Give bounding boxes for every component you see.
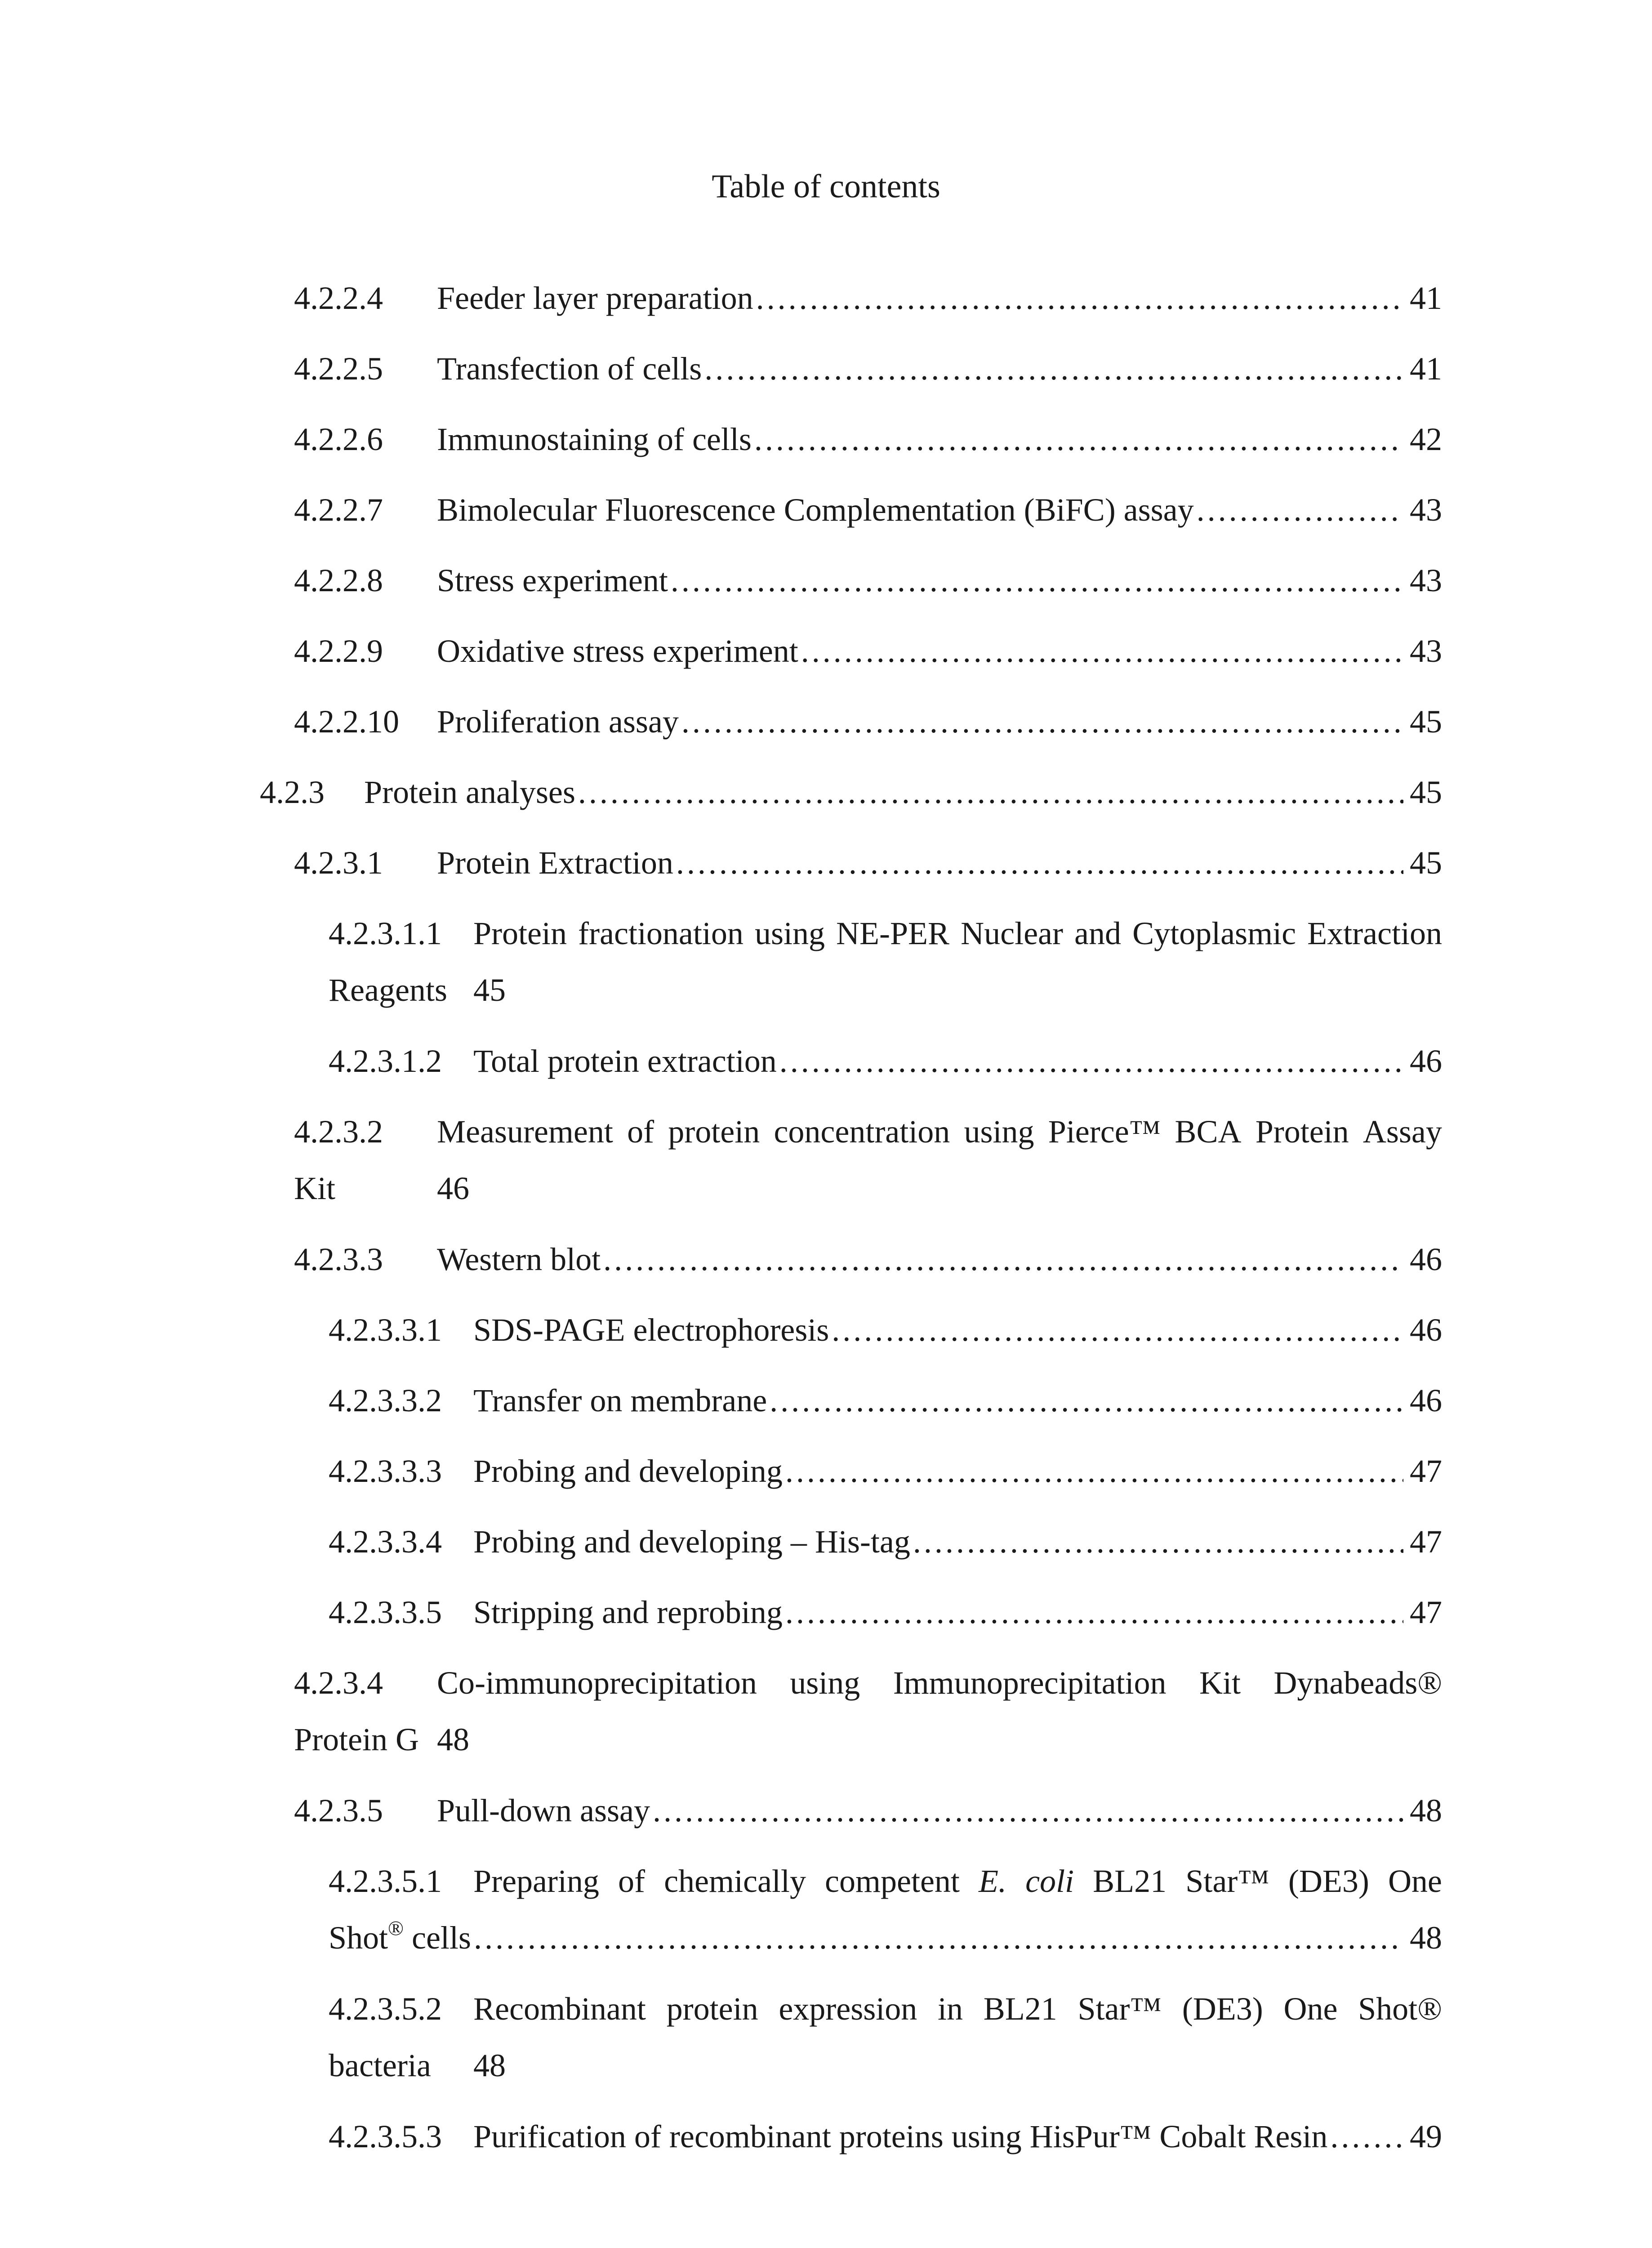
toc-entry-number: 4.2.3 bbox=[260, 774, 325, 810]
toc-entry-title: Transfer on membrane bbox=[473, 1383, 767, 1418]
toc-entry-title-continued: Shot® cells bbox=[329, 1917, 471, 1956]
toc-entry[interactable] bbox=[329, 1980, 1442, 2094]
toc-entry-page: 43 bbox=[1410, 633, 1442, 669]
toc-entry-number: 4.2.3.5.2 bbox=[329, 1991, 442, 2027]
toc-entry-page: 49 bbox=[1410, 2119, 1442, 2154]
dot-leader bbox=[1330, 2108, 1403, 2165]
toc-entry[interactable] bbox=[294, 482, 1442, 538]
toc-entry-page: 46 bbox=[437, 1170, 469, 1206]
toc-entry-title: Transfection of cells bbox=[437, 351, 702, 387]
dot-leader bbox=[756, 270, 1403, 326]
toc-entry[interactable] bbox=[294, 693, 1442, 750]
dot-leader bbox=[653, 1782, 1403, 1839]
toc-entry-number: 4.2.3.3.1 bbox=[329, 1312, 442, 1348]
toc-entry-page: 47 bbox=[1410, 1524, 1442, 1560]
toc-entry-number: 4.2.2.6 bbox=[294, 421, 383, 457]
toc-entry-title: Measurement of protein concentration using Pierce™ BCA Protein Assay bbox=[437, 1114, 1442, 1150]
toc-entry-title: Probing and developing – His-tag bbox=[473, 1524, 910, 1560]
toc-entry-title: Probing and developing bbox=[473, 1453, 783, 1489]
dot-leader bbox=[779, 1033, 1403, 1089]
page-title: Table of contents bbox=[712, 168, 940, 205]
dot-leader bbox=[671, 552, 1403, 609]
toc-entry-number: 4.2.2.5 bbox=[294, 351, 383, 387]
toc-entry-title: Preparing of chemically competent E. coli BL21 Star™ (DE3) One bbox=[473, 1863, 1442, 1899]
toc-entry[interactable] bbox=[294, 1103, 1442, 1217]
dot-leader bbox=[578, 764, 1403, 821]
dot-leader bbox=[785, 1584, 1403, 1641]
toc-entry[interactable] bbox=[329, 2108, 1442, 2165]
toc-entry[interactable] bbox=[294, 340, 1442, 397]
toc-entry-title-continued: bacteria bbox=[329, 2047, 431, 2083]
toc-entry-page: 48 bbox=[437, 1722, 469, 1757]
toc-entry-page: 46 bbox=[1410, 1383, 1442, 1418]
toc-entry-number: 4.2.2.10 bbox=[294, 704, 399, 740]
dot-leader bbox=[704, 340, 1403, 397]
toc-entry-number: 4.2.3.1 bbox=[294, 845, 383, 881]
toc-entry-title-continued: Kit bbox=[294, 1170, 336, 1206]
toc-entry-page: 48 bbox=[1410, 1920, 1442, 1956]
toc-entry-title-continued: Protein G bbox=[294, 1722, 419, 1757]
toc-entry-page: 48 bbox=[1410, 1793, 1442, 1829]
toc-entry-page: 41 bbox=[1410, 280, 1442, 316]
toc-entry-page: 47 bbox=[1410, 1453, 1442, 1489]
toc-entry-page: 42 bbox=[1410, 421, 1442, 457]
dot-leader bbox=[913, 1513, 1403, 1570]
toc-entry-number: 4.2.3.5 bbox=[294, 1793, 383, 1829]
dot-leader bbox=[801, 623, 1403, 679]
toc-entry-title: Pull-down assay bbox=[437, 1793, 650, 1829]
toc-entry-title: Purification of recombinant proteins using HisPur™ Cobalt Resin bbox=[473, 2119, 1328, 2154]
toc-entry-title: Oxidative stress experiment bbox=[437, 633, 798, 669]
toc-entry-number: 4.2.3.4 bbox=[294, 1665, 383, 1701]
toc-entry-title: Co-immunoprecipitation using Immunoprecipitation Kit Dynabeads® bbox=[437, 1665, 1442, 1701]
toc-entry[interactable] bbox=[294, 552, 1442, 609]
toc-entry[interactable] bbox=[294, 623, 1442, 679]
toc-entry-title: Total protein extraction bbox=[473, 1043, 777, 1079]
toc-entry-number: 4.2.3.3.3 bbox=[329, 1453, 442, 1489]
toc-entry[interactable] bbox=[329, 1033, 1442, 1089]
toc-entry-number: 4.2.3.3 bbox=[294, 1241, 383, 1277]
toc-entry-page: 43 bbox=[1410, 492, 1442, 528]
dot-leader bbox=[603, 1231, 1403, 1288]
toc-entry-page: 43 bbox=[1410, 562, 1442, 598]
dot-leader bbox=[770, 1372, 1403, 1429]
toc-entry-page: 45 bbox=[473, 972, 506, 1008]
toc-entry-page: 45 bbox=[1410, 774, 1442, 810]
toc-entry-title: Western blot bbox=[437, 1241, 601, 1277]
toc-entry-title: Bimolecular Fluorescence Complementation (BiFC) assay bbox=[437, 492, 1194, 528]
toc-entry-number: 4.2.3.3.5 bbox=[329, 1594, 442, 1630]
dot-leader bbox=[676, 834, 1403, 891]
toc-entry[interactable] bbox=[329, 1302, 1442, 1358]
toc-entry-number: 4.2.2.4 bbox=[294, 280, 383, 316]
toc-entry-title: Feeder layer preparation bbox=[437, 280, 753, 316]
toc-entry[interactable] bbox=[294, 834, 1442, 891]
toc-entry-page: 45 bbox=[1410, 845, 1442, 881]
toc-entry-title: Proliferation assay bbox=[437, 704, 679, 740]
dot-leader bbox=[681, 693, 1403, 750]
toc-entry-number: 4.2.3.1.2 bbox=[329, 1043, 442, 1079]
toc-entry-title-continued: Reagents bbox=[329, 972, 447, 1008]
dot-leader bbox=[474, 1909, 1403, 1966]
toc-entry[interactable] bbox=[260, 764, 1442, 821]
toc-entry[interactable] bbox=[329, 1443, 1442, 1499]
toc-entry[interactable] bbox=[329, 1584, 1442, 1641]
toc-entry[interactable] bbox=[329, 1853, 1442, 1966]
toc-entry[interactable] bbox=[294, 1655, 1442, 1768]
toc-entry-title: Protein fractionation using NE-PER Nuclear and Cytoplasmic Extraction bbox=[473, 915, 1442, 951]
toc-entry-number: 4.2.3.3.2 bbox=[329, 1383, 442, 1418]
dot-leader bbox=[754, 411, 1403, 468]
toc-entry-title: Stripping and reprobing bbox=[473, 1594, 783, 1630]
toc-entry-page: 48 bbox=[473, 2047, 506, 2083]
dot-leader bbox=[832, 1302, 1403, 1358]
toc-entry[interactable] bbox=[329, 1372, 1442, 1429]
toc-entry-title: SDS-PAGE electrophoresis bbox=[473, 1312, 829, 1348]
toc-entry-title: Recombinant protein expression in BL21 Star™ (DE3) One Shot® bbox=[473, 1991, 1442, 2027]
toc-entry[interactable] bbox=[294, 411, 1442, 468]
toc-entry-title: Protein Extraction bbox=[437, 845, 673, 881]
toc-entry-number: 4.2.3.1.1 bbox=[329, 915, 442, 951]
toc-entry-number: 4.2.3.5.3 bbox=[329, 2119, 442, 2154]
toc-entry-number: 4.2.2.7 bbox=[294, 492, 383, 528]
toc-entry-number: 4.2.3.3.4 bbox=[329, 1524, 442, 1560]
toc-entry-page: 41 bbox=[1410, 351, 1442, 387]
toc-entry-page: 45 bbox=[1410, 704, 1442, 740]
dot-leader bbox=[1197, 482, 1403, 538]
toc-entry-title: Protein analyses bbox=[364, 774, 575, 810]
toc-entry-title: Stress experiment bbox=[437, 562, 668, 598]
toc-entry-number: 4.2.2.9 bbox=[294, 633, 383, 669]
toc-entry-number: 4.2.3.5.1 bbox=[329, 1863, 442, 1899]
toc-entry-number: 4.2.3.2 bbox=[294, 1114, 383, 1150]
dot-leader bbox=[785, 1443, 1403, 1499]
toc-entry[interactable] bbox=[294, 1782, 1442, 1839]
toc-entry[interactable] bbox=[294, 270, 1442, 326]
toc-entry-page: 46 bbox=[1410, 1043, 1442, 1079]
toc-entry-title: Immunostaining of cells bbox=[437, 421, 752, 457]
toc-entry-page: 46 bbox=[1410, 1241, 1442, 1277]
toc-entry[interactable] bbox=[329, 905, 1442, 1018]
toc-entry[interactable] bbox=[329, 1513, 1442, 1570]
toc-entry-page: 47 bbox=[1410, 1594, 1442, 1630]
toc-entry-number: 4.2.2.8 bbox=[294, 562, 383, 598]
toc-entry[interactable] bbox=[294, 1231, 1442, 1288]
toc-entry-page: 46 bbox=[1410, 1312, 1442, 1348]
